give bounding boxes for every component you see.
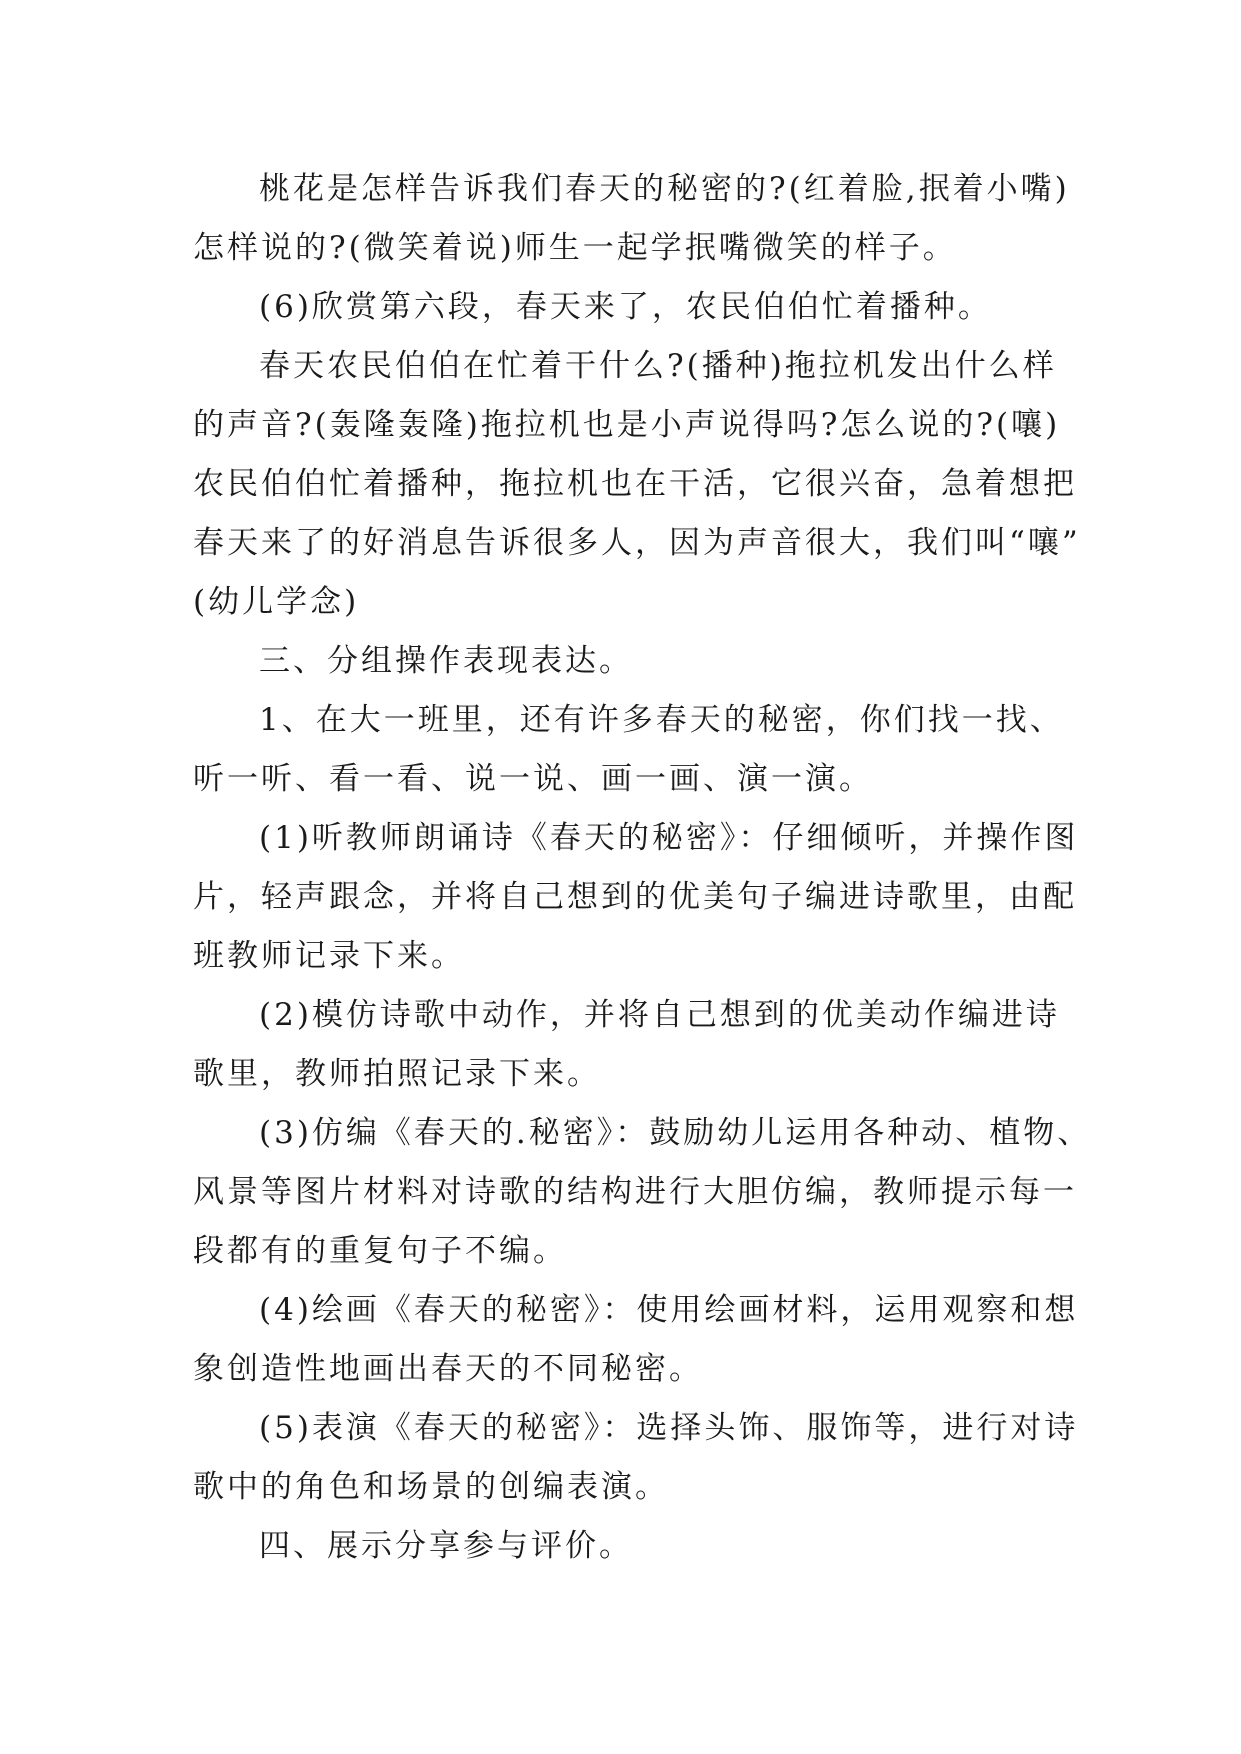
text-line: 象创造性地画出春天的不同秘密。 — [193, 1351, 703, 1387]
text-line: 片，轻声跟念，并将自己想到的优美句子编进诗歌里，由配 — [193, 879, 1077, 915]
text-line: (1)听教师朗诵诗《春天的秘密》：仔细倾听，并操作图 — [259, 820, 1079, 856]
text-line: 1、在大一班里，还有许多春天的秘密，你们找一找、 — [259, 702, 1064, 738]
text-line: 听一听、看一看、说一说、画一画、演一演。 — [193, 761, 873, 797]
text-line: 桃花是怎样告诉我们春天的秘密的?(红着脸,抿着小嘴) — [259, 171, 1070, 207]
text-line: 农民伯伯忙着播种，拖拉机也在干活，它很兴奋，急着想把 — [193, 466, 1077, 502]
text-line: 班教师记录下来。 — [193, 938, 465, 974]
text-line: 的声音?(轰隆轰隆)拖拉机也是小声说得吗?怎么说的?(嚷) — [193, 407, 1061, 443]
text-line: 春天农民伯伯在忙着干什么?(播种)拖拉机发出什么样 — [259, 348, 1057, 384]
document-body — [193, 160, 1092, 1576]
section-heading: 三、分组操作表现表达。 — [259, 643, 633, 679]
text-line: (6)欣赏第六段，春天来了，农民伯伯忙着播种。 — [259, 289, 992, 325]
section-heading: 四、展示分享参与评价。 — [259, 1528, 633, 1564]
text-line: (幼儿学念) — [193, 584, 360, 620]
text-line: 春天来了的好消息告诉很多人，因为声音很大，我们叫“嚷” — [193, 525, 1081, 561]
text-line: (2)模仿诗歌中动作，并将自己想到的优美动作编进诗 — [259, 997, 1060, 1033]
text-line: 歌里，教师拍照记录下来。 — [193, 1056, 601, 1092]
text-line: 歌中的角色和场景的创编表演。 — [193, 1469, 669, 1505]
text-line: 风景等图片材料对诗歌的结构进行大胆仿编，教师提示每一 — [193, 1174, 1077, 1210]
text-line: (4)绘画《春天的秘密》：使用绘画材料，运用观察和想 — [259, 1292, 1079, 1328]
text-line: 段都有的重复句子不编。 — [193, 1233, 567, 1269]
text-line: 怎样说的?(微笑着说)师生一起学抿嘴微笑的样子。 — [193, 230, 957, 266]
text-line: (3)仿编《春天的.秘密》：鼓励幼儿运用各种动、植物、 — [259, 1115, 1092, 1151]
text-line: (5)表演《春天的秘密》：选择头饰、服饰等，进行对诗 — [259, 1410, 1079, 1446]
